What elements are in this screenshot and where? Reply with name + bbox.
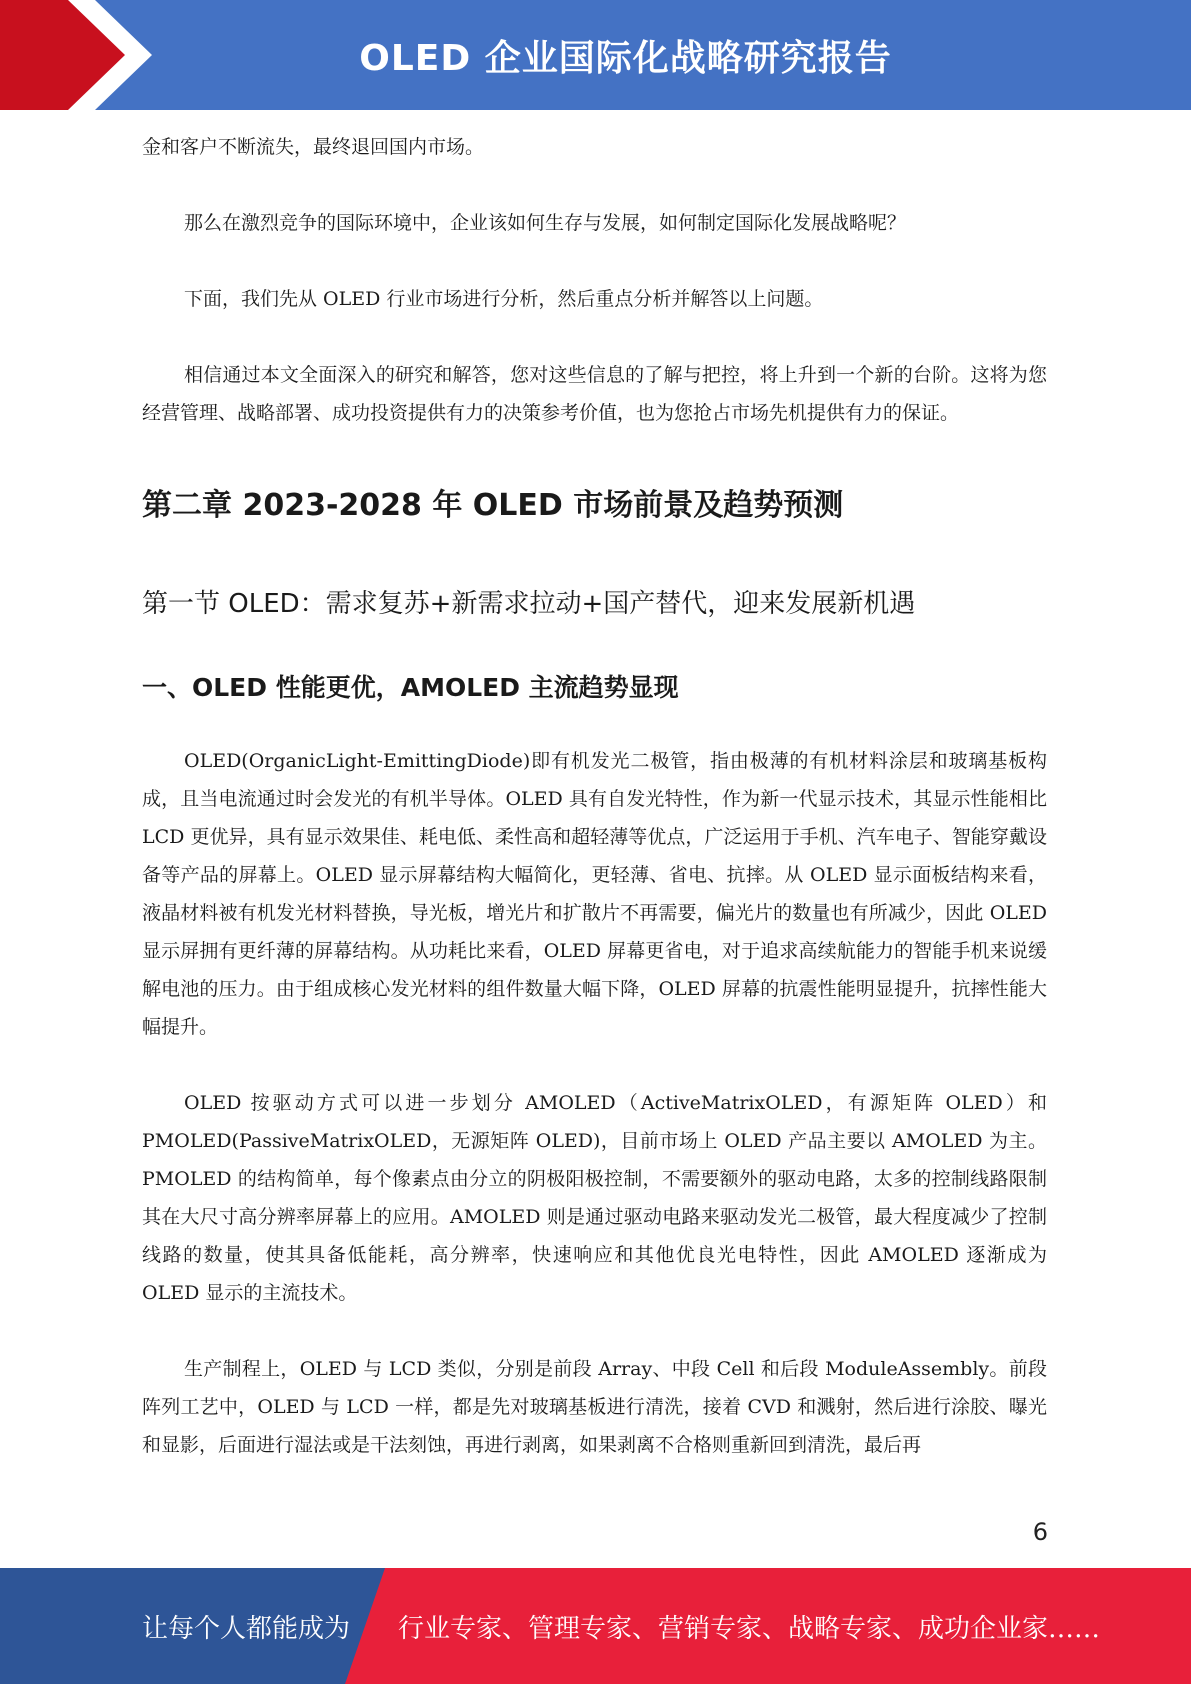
paragraph-value: 相信通过本文全面深入的研究和解答，您对这些信息的了解与把控，将上升到一个新的台阶。这将为您经营管理、战略部署、成功投资提供有力的决策参考价值，也为您抢占市场先机提供有力的保证。 <box>142 364 1047 424</box>
report-title: OLED 企业国际化战略研究报告 <box>359 37 892 79</box>
paragraph-intro: 下面，我们先从 OLED 行业市场进行分析，然后重点分析并解答以上问题。 <box>184 288 824 310</box>
section-title: 第一节 OLED：需求复苏+新需求拉动+国产替代，迎来发展新机遇 <box>142 589 916 619</box>
paragraph-amoled-pmoled: OLED 按驱动方式可以进一步划分 AMOLED（ActiveMatrixOLED，有源矩阵 OLED）和 PMOLED(PassiveMatrixOLED，无源矩阵 OLED)，目前市场上 OLED 产品主要以 AMOLED 为主。PMOLED 的结构简单，每个像素点由分立的阴极阳极控制，不需要额外的驱动电路，太多的控制线路限制其在大尺寸高分辨率屏幕上的应用。AMOLED 则是通过驱动电路来驱动发光二极管，最大程度减少了控制线路的数量，使其具备低能耗，高分辨率，快速响应和其他优良光电特性，因此 AMOLED 逐渐成为 OLED 显示的主流技术。 <box>142 1092 1047 1304</box>
paragraph-question: 那么在激烈竞争的国际环境中，企业该如何生存与发展，如何制定国际化发展战略呢？ <box>184 212 907 234</box>
paragraph-continuation: 金和客户不断流失，最终退回国内市场。 <box>142 136 485 158</box>
footer-slogan-right: 行业专家、管理专家、营销专家、战略专家、成功企业家…… <box>398 1613 1101 1644</box>
paragraph-process: 生产制程上，OLED 与 LCD 类似，分别是前段 Array、中段 Cell 和后段 ModuleAssembly。前段阵列工艺中，OLED 与 LCD 一样，都是先对玻璃基板进行清洗，接着 CVD 和溅射，然后进行涂胶、曝光和显影，后面进行湿法或是干法刻蚀，再进行剥离，如果剥离不合格则重新回到清洗，最后再 <box>142 1358 1047 1456</box>
paragraph-oled-definition: OLED(OrganicLight-EmittingDiode)即有机发光二极管，指由极薄的有机材料涂层和玻璃基板构成，且当电流通过时会发光的有机半导体。OLED 具有自发光特性，作为新一代显示技术，其显示性能相比 LCD 更优异，具有显示效果佳、耗电低、柔性高和超轻薄等优点，广泛运用于手机、汽车电子、智能穿戴设备等产品的屏幕上。OLED 显示屏幕结构大幅简化，更轻薄、省电、抗摔。从 OLED 显示面板结构来看，液晶材料被有机发光材料替换，导光板，增光片和扩散片不再需要，偏光片的数量也有所减少，因此 OLED 显示屏拥有更纤薄的屏幕结构。从功耗比来看，OLED 屏幕更省电，对于追求高续航能力的智能手机来说缓解电池的压力。由于组成核心发光材料的组件数量大幅下降，OLED 屏幕的抗震性能明显提升，抗摔性能大幅提升。 <box>142 750 1047 1038</box>
document-body <box>142 128 1047 1464</box>
footer-band <box>0 1568 1191 1684</box>
subsection-title: 一、OLED 性能更优，AMOLED 主流趋势显现 <box>142 673 679 702</box>
header-band <box>0 0 1191 110</box>
chapter-title: 第二章 2023-2028 年 OLED 市场前景及趋势预测 <box>142 488 844 523</box>
page-number: 6 <box>1032 1518 1048 1546</box>
footer-slogan-left: 让每个人都能成为 <box>142 1613 351 1644</box>
